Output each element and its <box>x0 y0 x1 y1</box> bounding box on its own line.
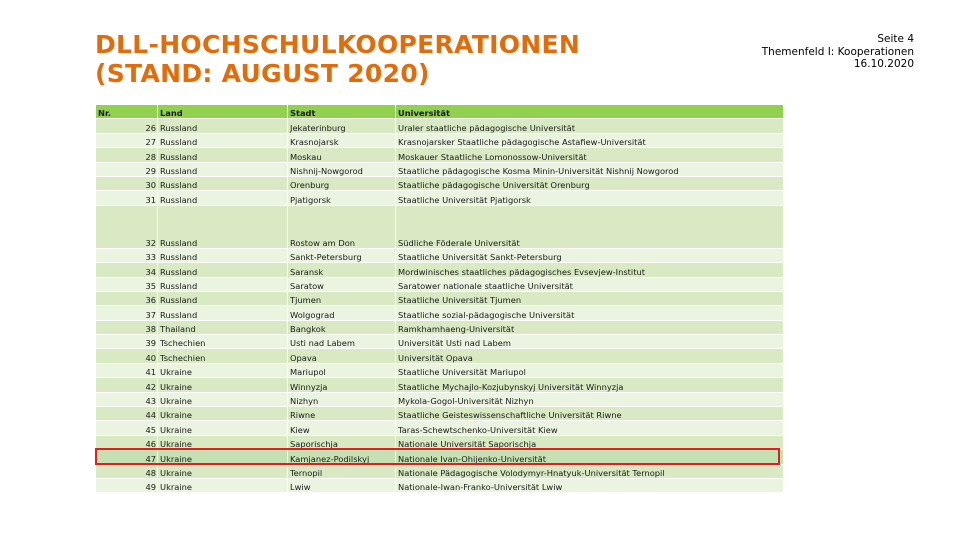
table-row <box>96 335 784 349</box>
cell-nr: 33 <box>96 248 158 262</box>
cell-stadt: Ternopil <box>288 464 396 478</box>
cell-land: Russland <box>158 248 288 262</box>
cell-universitaet: Mordwinisches staatliches pädagogisches Evsevjew-Institut <box>396 263 784 277</box>
table-row <box>96 277 784 291</box>
cell-stadt: Jekaterinburg <box>288 119 396 133</box>
cell-land: Ukraine <box>158 464 288 478</box>
table-row <box>96 349 784 363</box>
cell-stadt: Wolgograd <box>288 306 396 320</box>
cell-land: Russland <box>158 162 288 176</box>
cell-land: Tschechien <box>158 335 288 349</box>
cell-land: Russland <box>158 205 288 248</box>
cell-stadt: Rostow am Don <box>288 205 396 248</box>
cell-land: Russland <box>158 176 288 190</box>
cell-universitaet: Nationale Ivan-Ohijenko-Universität <box>396 450 784 464</box>
column-header-nr: Nr. <box>96 105 158 119</box>
cell-land: Russland <box>158 291 288 305</box>
slide-meta <box>762 33 914 71</box>
table-row <box>96 291 784 305</box>
cell-land: Ukraine <box>158 478 288 492</box>
column-header-universitaet: Universität <box>396 105 784 119</box>
cell-universitaet: Moskauer Staatliche Lomonossow-Universität <box>396 148 784 162</box>
cell-nr: 41 <box>96 363 158 377</box>
cell-universitaet: Staatliche pädagogische Kosma Minin-Universität Nishnij Nowgorod <box>396 162 784 176</box>
cell-stadt: Pjatigorsk <box>288 191 396 205</box>
cell-stadt: Orenburg <box>288 176 396 190</box>
cell-land: Russland <box>158 148 288 162</box>
page-title <box>95 30 580 88</box>
cell-nr: 44 <box>96 407 158 421</box>
table-row <box>96 464 784 478</box>
cell-land: Russland <box>158 133 288 147</box>
cell-universitaet: Staatliche Geisteswissenschaftliche Universität Riwne <box>396 407 784 421</box>
cell-nr: 43 <box>96 392 158 406</box>
cell-land: Russland <box>158 191 288 205</box>
cell-stadt: Moskau <box>288 148 396 162</box>
cell-stadt: Saransk <box>288 263 396 277</box>
page-title-line-2: (STAND: AUGUST 2020) <box>95 59 430 88</box>
cell-land: Ukraine <box>158 421 288 435</box>
table-row <box>96 392 784 406</box>
cell-land: Ukraine <box>158 378 288 392</box>
cell-universitaet: Ramkhamhaeng-Universität <box>396 320 784 334</box>
cell-nr: 38 <box>96 320 158 334</box>
cell-nr: 47 <box>96 450 158 464</box>
table-row <box>96 176 784 190</box>
cell-universitaet: Staatliche sozial-pädagogische Universität <box>396 306 784 320</box>
table-row <box>96 320 784 334</box>
cell-nr: 36 <box>96 291 158 305</box>
cell-land: Russland <box>158 119 288 133</box>
cell-stadt: Bangkok <box>288 320 396 334</box>
table-row <box>96 306 784 320</box>
cell-universitaet: Uraler staatliche pädagogische Universität <box>396 119 784 133</box>
cell-nr: 30 <box>96 176 158 190</box>
cell-universitaet: Taras-Schewtschenko-Universität Kiew <box>396 421 784 435</box>
cell-land: Ukraine <box>158 450 288 464</box>
cell-nr: 27 <box>96 133 158 147</box>
cell-universitaet: Mykola-Gogol-Universität Nizhyn <box>396 392 784 406</box>
cell-land: Russland <box>158 277 288 291</box>
cell-universitaet: Staatliche pädagogische Universität Orenburg <box>396 176 784 190</box>
cell-nr: 46 <box>96 435 158 449</box>
table-row <box>96 148 784 162</box>
cell-universitaet: Staatliche Universität Sankt-Petersburg <box>396 248 784 262</box>
column-header-stadt: Stadt <box>288 105 396 119</box>
cell-universitaet: Nationale-Iwan-Franko-Universität Lwiw <box>396 478 784 492</box>
table-row <box>96 450 784 464</box>
cell-stadt: Saporischja <box>288 435 396 449</box>
cell-universitaet: Saratower nationale staatliche Universität <box>396 277 784 291</box>
cell-land: Thailand <box>158 320 288 334</box>
cell-stadt: Winnyzja <box>288 378 396 392</box>
cell-universitaet: Nationale Pädagogische Volodymyr-Hnatyuk-Universität Ternopil <box>396 464 784 478</box>
page-number: Seite 4 <box>877 33 914 45</box>
table-row <box>96 435 784 449</box>
column-header-land: Land <box>158 105 288 119</box>
cell-stadt: Kamjanez-Podilskyj <box>288 450 396 464</box>
table-row <box>96 263 784 277</box>
cell-nr: 48 <box>96 464 158 478</box>
table-row <box>96 407 784 421</box>
table-body <box>96 119 784 493</box>
cell-stadt: Krasnojarsk <box>288 133 396 147</box>
cell-land: Ukraine <box>158 392 288 406</box>
cell-universitaet: Staatliche Universität Tjumen <box>396 291 784 305</box>
cell-land: Ukraine <box>158 363 288 377</box>
table-row <box>96 421 784 435</box>
cell-land: Tschechien <box>158 349 288 363</box>
cell-stadt: Mariupol <box>288 363 396 377</box>
cell-land: Ukraine <box>158 435 288 449</box>
cell-nr: 39 <box>96 335 158 349</box>
page-title-line-1: DLL-HOCHSCHULKOOPERATIONEN <box>95 30 581 59</box>
cell-nr: 37 <box>96 306 158 320</box>
cell-stadt: Sankt-Petersburg <box>288 248 396 262</box>
cell-nr: 29 <box>96 162 158 176</box>
cell-stadt: Opava <box>288 349 396 363</box>
cell-universitaet: Nationale Universität Saporischja <box>396 435 784 449</box>
table-row <box>96 133 784 147</box>
slide-date: 16.10.2020 <box>853 58 914 70</box>
table-row <box>96 248 784 262</box>
cell-stadt: Usti nad Labem <box>288 335 396 349</box>
cell-stadt: Nizhyn <box>288 392 396 406</box>
cell-universitaet: Universität Usti nad Labem <box>396 335 784 349</box>
cell-nr: 40 <box>96 349 158 363</box>
cell-nr: 28 <box>96 148 158 162</box>
cell-land: Ukraine <box>158 407 288 421</box>
cell-land: Russland <box>158 306 288 320</box>
cell-universitaet: Staatliche Universität Mariupol <box>396 363 784 377</box>
cooperations-table <box>95 104 784 493</box>
cell-nr: 49 <box>96 478 158 492</box>
cell-stadt: Kiew <box>288 421 396 435</box>
table-row <box>96 363 784 377</box>
cell-universitaet: Südliche Föderale Universität <box>396 205 784 248</box>
cell-universitaet: Staatliche Universität Pjatigorsk <box>396 191 784 205</box>
cell-nr: 42 <box>96 378 158 392</box>
table-row <box>96 478 784 492</box>
cell-universitaet: Krasnojarsker Staatliche pädagogische Astafiew-Universität <box>396 133 784 147</box>
cell-nr: 26 <box>96 119 158 133</box>
cell-nr: 35 <box>96 277 158 291</box>
cell-stadt: Riwne <box>288 407 396 421</box>
cell-nr: 34 <box>96 263 158 277</box>
cell-universitaet: Universität Opava <box>396 349 784 363</box>
section-label: Themenfeld I: Kooperationen <box>761 45 914 58</box>
table-row <box>96 205 784 248</box>
table-header-row <box>96 105 784 119</box>
cell-stadt: Tjumen <box>288 291 396 305</box>
cell-land: Russland <box>158 263 288 277</box>
cell-nr: 31 <box>96 191 158 205</box>
cell-universitaet: Staatliche Mychajlo-Kozjubynskyj Universität Winnyzja <box>396 378 784 392</box>
cell-stadt: Saratow <box>288 277 396 291</box>
cell-stadt: Lwiw <box>288 478 396 492</box>
table-row <box>96 162 784 176</box>
cell-nr: 32 <box>96 205 158 248</box>
table-row <box>96 378 784 392</box>
table-row <box>96 191 784 205</box>
cell-nr: 45 <box>96 421 158 435</box>
cell-stadt: Nishnij-Nowgorod <box>288 162 396 176</box>
table-row <box>96 119 784 133</box>
